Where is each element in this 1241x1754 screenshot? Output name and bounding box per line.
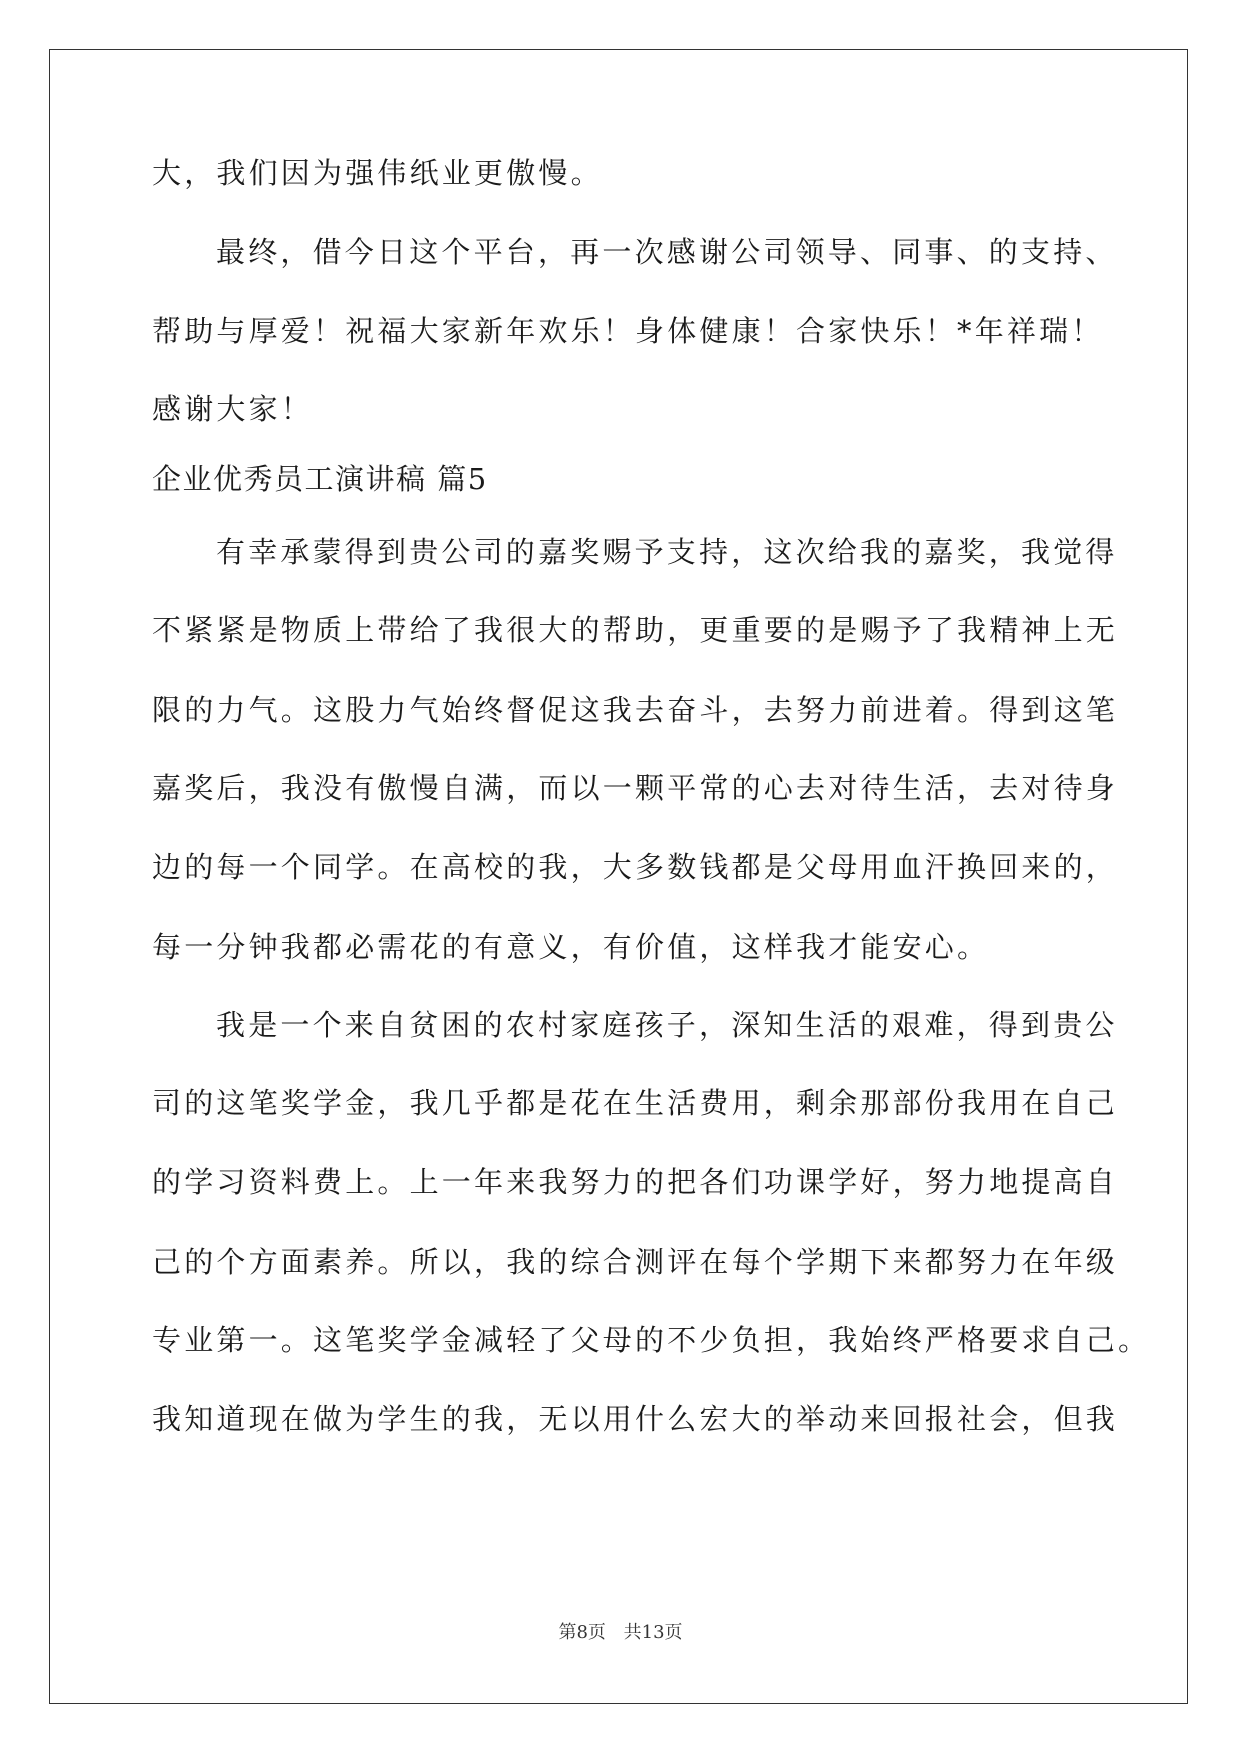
- page-footer: [0, 1618, 1241, 1644]
- page-total: 共13页: [623, 1622, 683, 1643]
- text-line: 每一分钟我都必需花的有意义，有价值，这样我才能安心。: [152, 930, 990, 964]
- paragraph-start: 有幸承蒙得到贵公司的嘉奖赐予支持，这次给我的嘉奖，我觉得: [216, 535, 1118, 569]
- text-line: 的学习资料费上。上一年来我努力的把各们功课学好，努力地提高自: [152, 1165, 1119, 1199]
- text-line: 专业第一。这笔奖学金减轻了父母的不少负担，我始终严格要求自己。: [152, 1323, 1151, 1357]
- paragraph-start: 最终，借今日这个平台，再一次感谢公司领导、同事、的支持、: [216, 235, 1118, 269]
- page-number: 第8页: [558, 1622, 606, 1643]
- text-line: 不紧紧是物质上带给了我很大的帮助，更重要的是赐予了我精神上无: [152, 613, 1119, 647]
- text-line: 己的个方面素养。所以，我的综合测评在每个学期下来都努力在年级: [152, 1245, 1119, 1279]
- section-heading: 企业优秀员工演讲稿 篇5: [152, 462, 488, 496]
- text-line: 司的这笔奖学金，我几乎都是花在生活费用，剩余那部份我用在自己: [152, 1086, 1119, 1120]
- text-line: 嘉奖后，我没有傲慢自满，而以一颗平常的心去对待生活，去对待身: [152, 771, 1119, 805]
- text-line: 限的力气。这股力气始终督促这我去奋斗，去努力前进着。得到这笔: [152, 693, 1119, 727]
- text-line: 感谢大家！: [152, 392, 314, 426]
- text-line: 大，我们因为强伟纸业更傲慢。: [152, 156, 603, 190]
- text-line: 帮助与厚爱！祝福大家新年欢乐！身体健康！合家快乐！*年祥瑞！: [152, 314, 1104, 348]
- text-line: 我知道现在做为学生的我，无以用什么宏大的举动来回报社会，但我: [152, 1402, 1119, 1436]
- text-line: 边的每一个同学。在高校的我，大多数钱都是父母用血汗换回来的，: [152, 850, 1119, 884]
- paragraph-start: 我是一个来自贫困的农村家庭孩子，深知生活的艰难，得到贵公: [216, 1008, 1118, 1042]
